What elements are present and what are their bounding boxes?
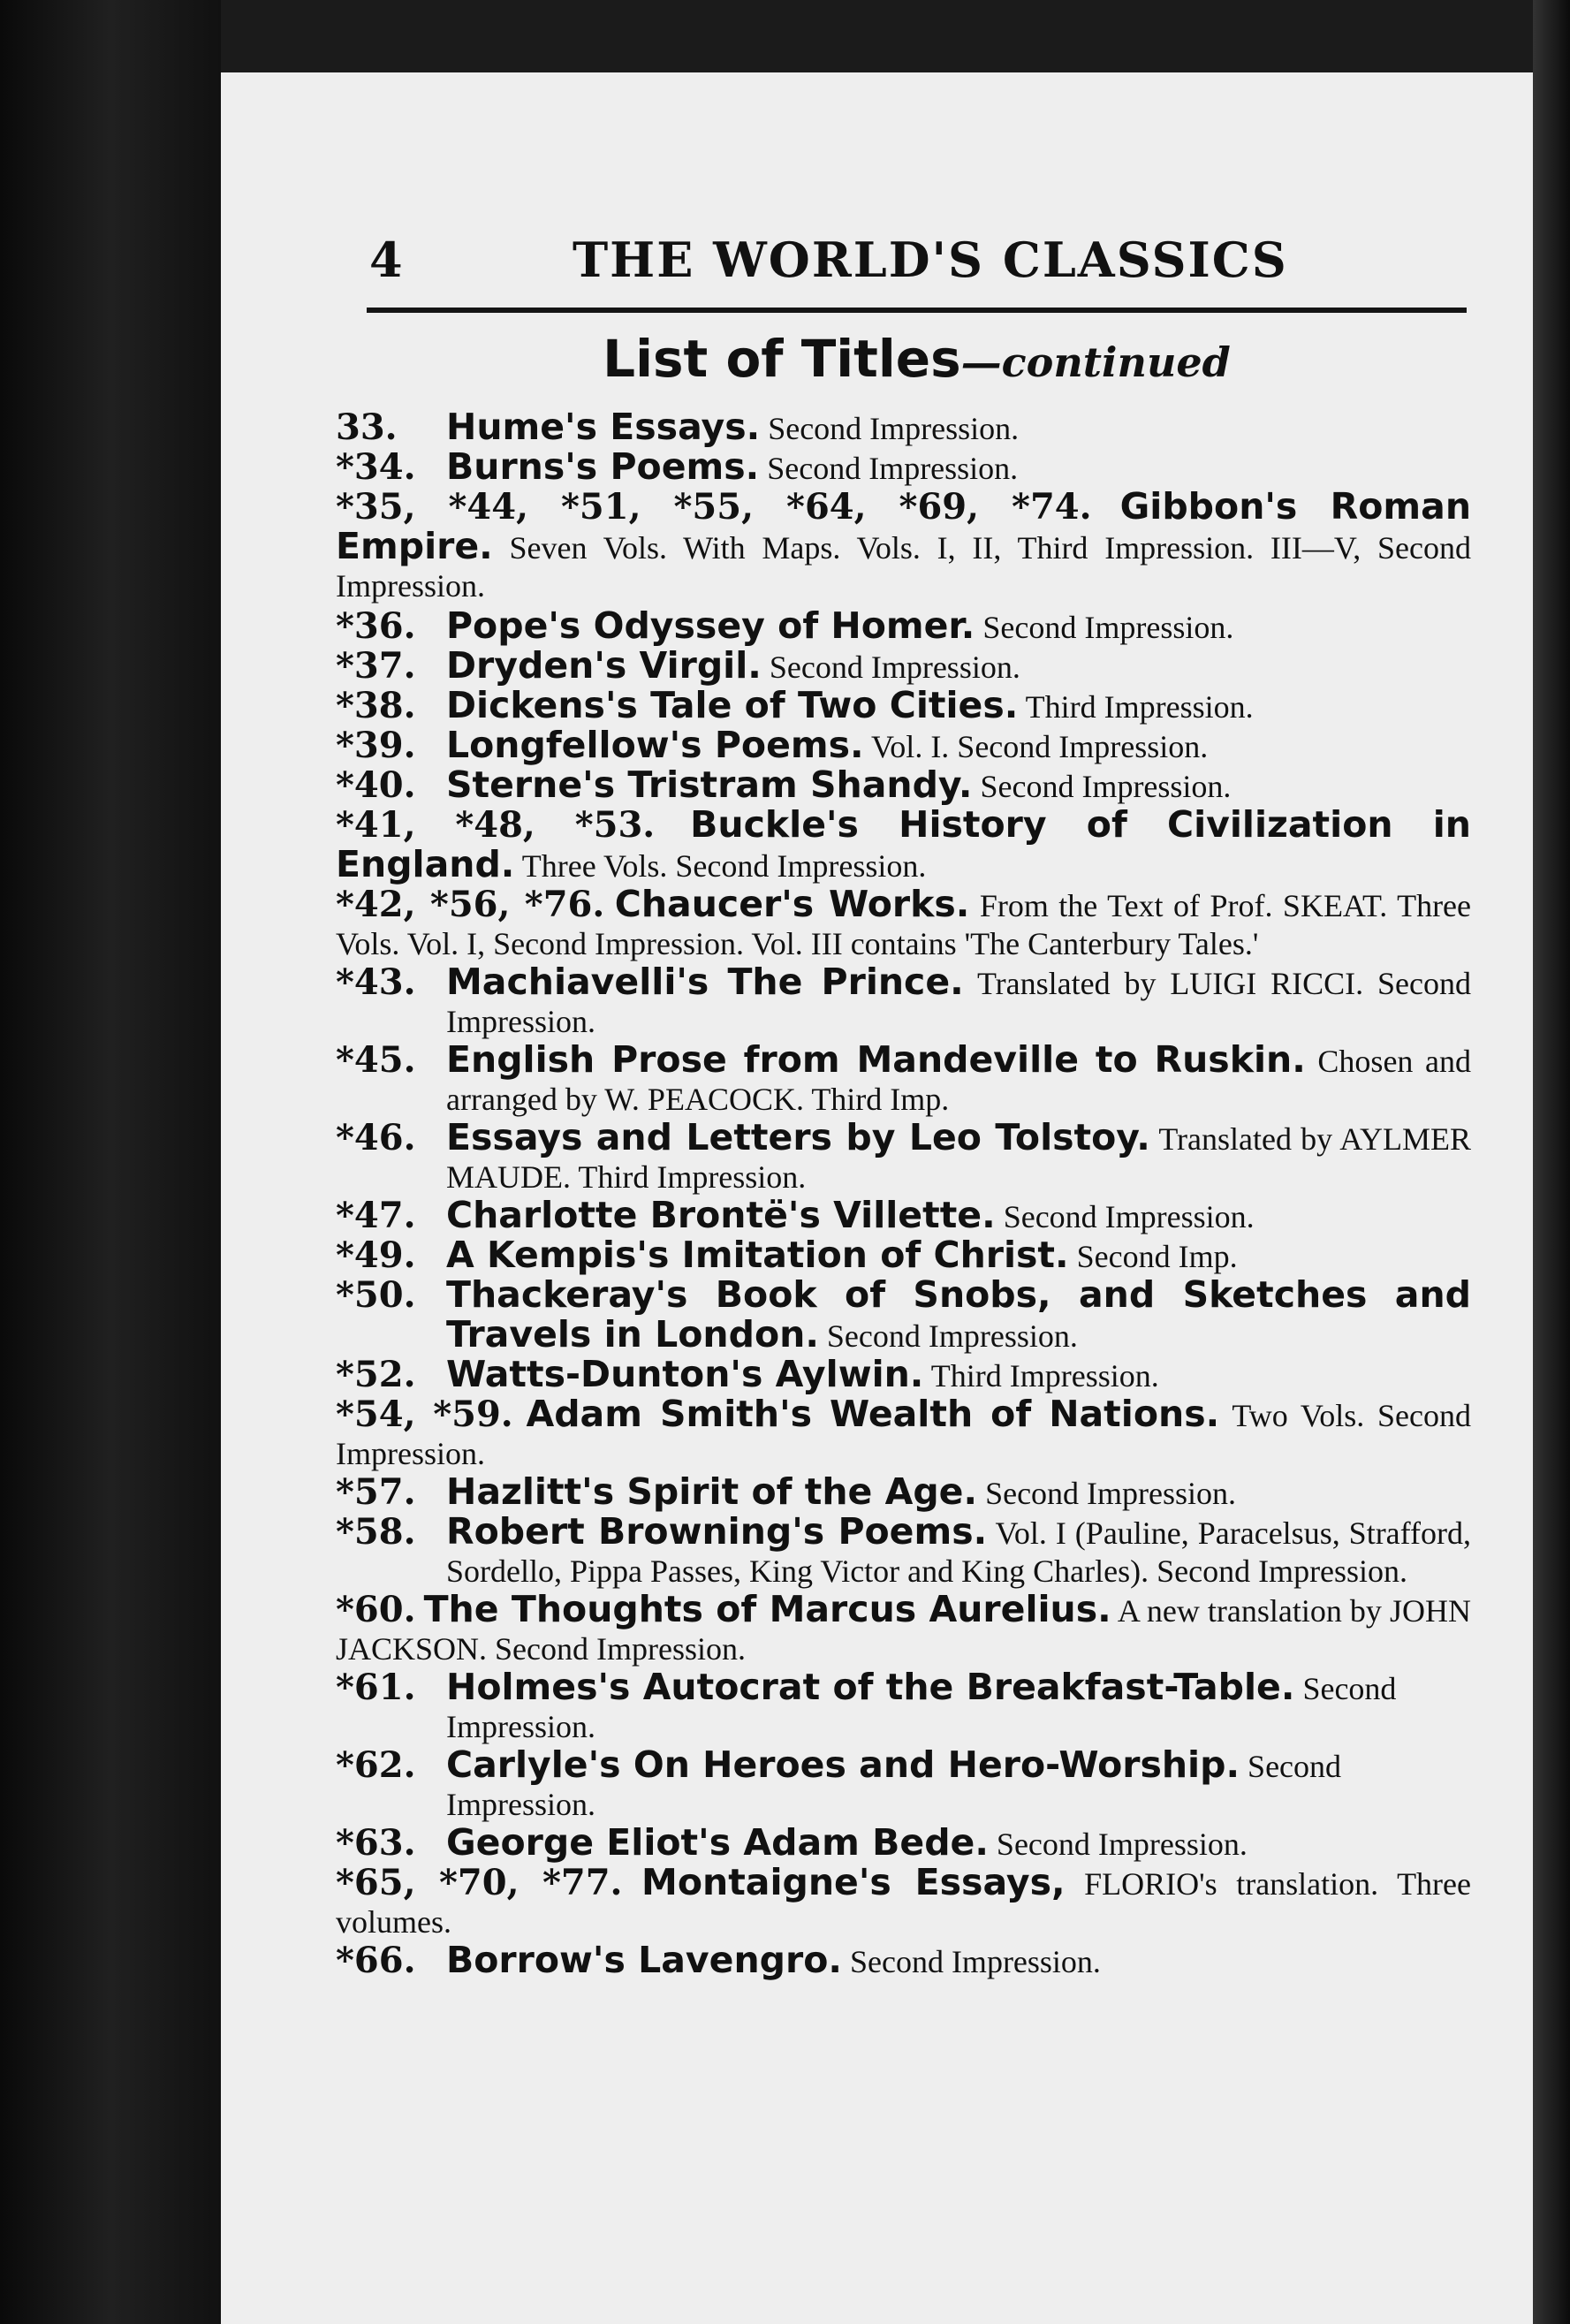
list-item [336, 763, 1471, 806]
page-number: 4 [369, 232, 403, 288]
entry-number: *36. [336, 605, 416, 647]
list-item [336, 1236, 1471, 1276]
list-item [336, 1941, 1471, 1981]
entry-description: Vol. I. Second Impression. [870, 729, 1209, 764]
list-title-main: List of Titles [603, 329, 961, 389]
entry-title: Charlotte Brontë's Villette. [446, 1194, 996, 1236]
entry-title: Gibbon's Roman Empire. [336, 485, 1472, 567]
entry-description: From the Text of Prof. SKEAT. Three Vols. Vol. I, Second Impression. Vol. III contains 'The Canterbury Tales.' [336, 888, 1472, 961]
list-item [336, 1196, 1471, 1236]
entry-description: Second Impression. [767, 451, 1019, 486]
list-item [336, 445, 1471, 488]
entry-title: Borrow's Lavengro. [446, 1939, 842, 1981]
entry-number: *63. [336, 1822, 416, 1864]
entry-description: Second Impression. [446, 1671, 1397, 1744]
list-item [336, 1273, 1471, 1356]
entry-number: *66. [336, 1940, 416, 1981]
list-item [336, 644, 1471, 687]
list-item [336, 1395, 1471, 1473]
entry-title: Buckle's History of Civilization in England. [336, 803, 1471, 885]
entry-title: English Prose from Mandeville to Ruskin. [446, 1038, 1306, 1081]
list-item [336, 885, 1471, 963]
list-item [336, 604, 1471, 647]
entry-title: A Kempis's Imitation of Christ. [446, 1234, 1069, 1276]
entry-number: *47. [336, 1195, 416, 1236]
entry-number: *46. [336, 1117, 416, 1158]
entry-title: Sterne's Tristram Shandy. [446, 763, 973, 806]
entry-description: Second Impression. [1003, 1199, 1255, 1234]
entry-number: *40. [336, 764, 416, 806]
entry-number: *49. [336, 1234, 416, 1276]
entry-number: *35, *44, *51, *55, *64, *69, *74. [336, 486, 1092, 528]
list-title [367, 329, 1467, 389]
entry-title: Holmes's Autocrat of the Breakfast-Table. [446, 1666, 1295, 1708]
entry-description: Second Impression. [768, 411, 1020, 446]
entry-number: *38. [336, 685, 416, 726]
entry-title: Hume's Essays. [446, 406, 761, 448]
entry-description: Vol. I (Pauline, Paracelsus, Strafford, Sordello, Pippa Passes, King Victor and King Charles). Second Impression. [446, 1515, 1471, 1589]
list-item [336, 803, 1471, 885]
entry-description: Third Impression. [1025, 689, 1254, 725]
entry-description: Second Impression. [982, 610, 1234, 645]
list-item [336, 1668, 1471, 1746]
entry-title: Essays and Letters by Leo Tolstoy. [446, 1116, 1150, 1158]
scan-right-border [1533, 0, 1570, 2324]
list-item [336, 1353, 1471, 1395]
list-item [336, 485, 1472, 607]
entry-number: *39. [336, 725, 416, 766]
entry-title: Dryden's Virgil. [446, 644, 762, 687]
entry-title: Longfellow's Poems. [446, 724, 864, 766]
entry-description: Second Impression. [446, 1749, 1342, 1822]
entry-title: Adam Smith's Wealth of Nations. [526, 1393, 1220, 1435]
entry-number: *34. [336, 446, 416, 488]
entry-description: Second Imp. [1076, 1239, 1238, 1274]
list-item [336, 1588, 1471, 1668]
entry-description: A new translation by JOHN JACKSON. Second Impression. [336, 1593, 1471, 1667]
entry-title: The Thoughts of Marcus Aurelius. [423, 1588, 1111, 1630]
entry-number: *62. [336, 1744, 416, 1786]
entry-description: Second Impression. [980, 769, 1232, 804]
entry-description: Seven Vols. With Maps. Vols. I, II, Third Impression. III—V, Second Impression. [336, 530, 1471, 604]
entry-title: Chaucer's Works. [614, 883, 970, 925]
list-title-suffix: —continued [960, 338, 1231, 386]
list-item [336, 963, 1471, 1041]
entry-description: Second Impression. [996, 1827, 1248, 1862]
entry-description: Two Vols. Second Impression. [336, 1398, 1472, 1471]
entry-description: Translated by AYLMER MAUDE. Third Impression. [446, 1121, 1471, 1195]
entry-number: 33. [336, 406, 398, 448]
list-item [336, 1743, 1471, 1824]
entry-title: Dickens's Tale of Two Cities. [446, 684, 1019, 726]
entry-description: Second Impression. [849, 1944, 1101, 1979]
entry-title: George Eliot's Adam Bede. [446, 1821, 989, 1864]
entry-number: *52. [336, 1354, 416, 1395]
entry-title: Hazlitt's Spirit of the Age. [446, 1470, 978, 1513]
list-item [336, 726, 1471, 766]
entry-description: Second Impression. [826, 1318, 1078, 1354]
entry-description: Chosen and arranged by W. PEACOCK. Third Imp. [446, 1044, 1472, 1117]
entry-description: FLORIO's translation. Three volumes. [336, 1866, 1471, 1940]
list-item [336, 684, 1471, 726]
entry-number: *60. [336, 1589, 416, 1630]
running-title: THE WORLD'S CLASSICS [573, 232, 1288, 288]
entry-number: *37. [336, 645, 416, 687]
entry-description: Translated by LUIGI RICCI. Second Impression. [446, 966, 1471, 1039]
entry-title: Machiavelli's The Prince. [446, 961, 964, 1003]
entry-number: *57. [336, 1471, 416, 1513]
entry-description: Three Vols. Second Impression. [521, 848, 927, 884]
entry-number: *43. [336, 961, 416, 1003]
scan-left-border [0, 0, 221, 2324]
entry-number: *61. [336, 1667, 416, 1708]
list-item [336, 1861, 1471, 1941]
entry-title: Robert Browning's Poems. [446, 1510, 988, 1553]
list-item [336, 1038, 1472, 1119]
entry-number: *50. [336, 1274, 416, 1316]
list-item [336, 408, 1471, 448]
page-header [369, 232, 1474, 311]
entry-title: Burns's Poems. [446, 445, 760, 488]
title-list [336, 408, 1471, 1981]
entry-number: *45. [336, 1039, 416, 1081]
list-item [336, 1116, 1471, 1196]
entry-title: Carlyle's On Heroes and Hero-Worship. [446, 1743, 1240, 1786]
entry-description: Third Impression. [930, 1358, 1159, 1394]
list-item [336, 1821, 1471, 1864]
entry-number: *65, *70, *77. [336, 1862, 623, 1903]
entry-number: *54, *59. [336, 1394, 513, 1435]
entry-title: Montaigne's Essays, [641, 1861, 1066, 1903]
entry-number: *42, *56, *76. [336, 884, 605, 925]
entry-description: Second Impression. [985, 1476, 1237, 1511]
entry-description: Second Impression. [769, 649, 1020, 685]
entry-number: *58. [336, 1511, 416, 1553]
list-item [336, 1470, 1471, 1513]
header-rule [367, 308, 1467, 313]
entry-title: Pope's Odyssey of Homer. [446, 604, 975, 647]
entry-title: Watts-Dunton's Aylwin. [446, 1353, 924, 1395]
entry-title: Thackeray's Book of Snobs, and Sketches and Travels in London. [446, 1273, 1471, 1356]
entry-number: *41, *48, *53. [336, 804, 656, 846]
list-item [336, 1510, 1471, 1591]
